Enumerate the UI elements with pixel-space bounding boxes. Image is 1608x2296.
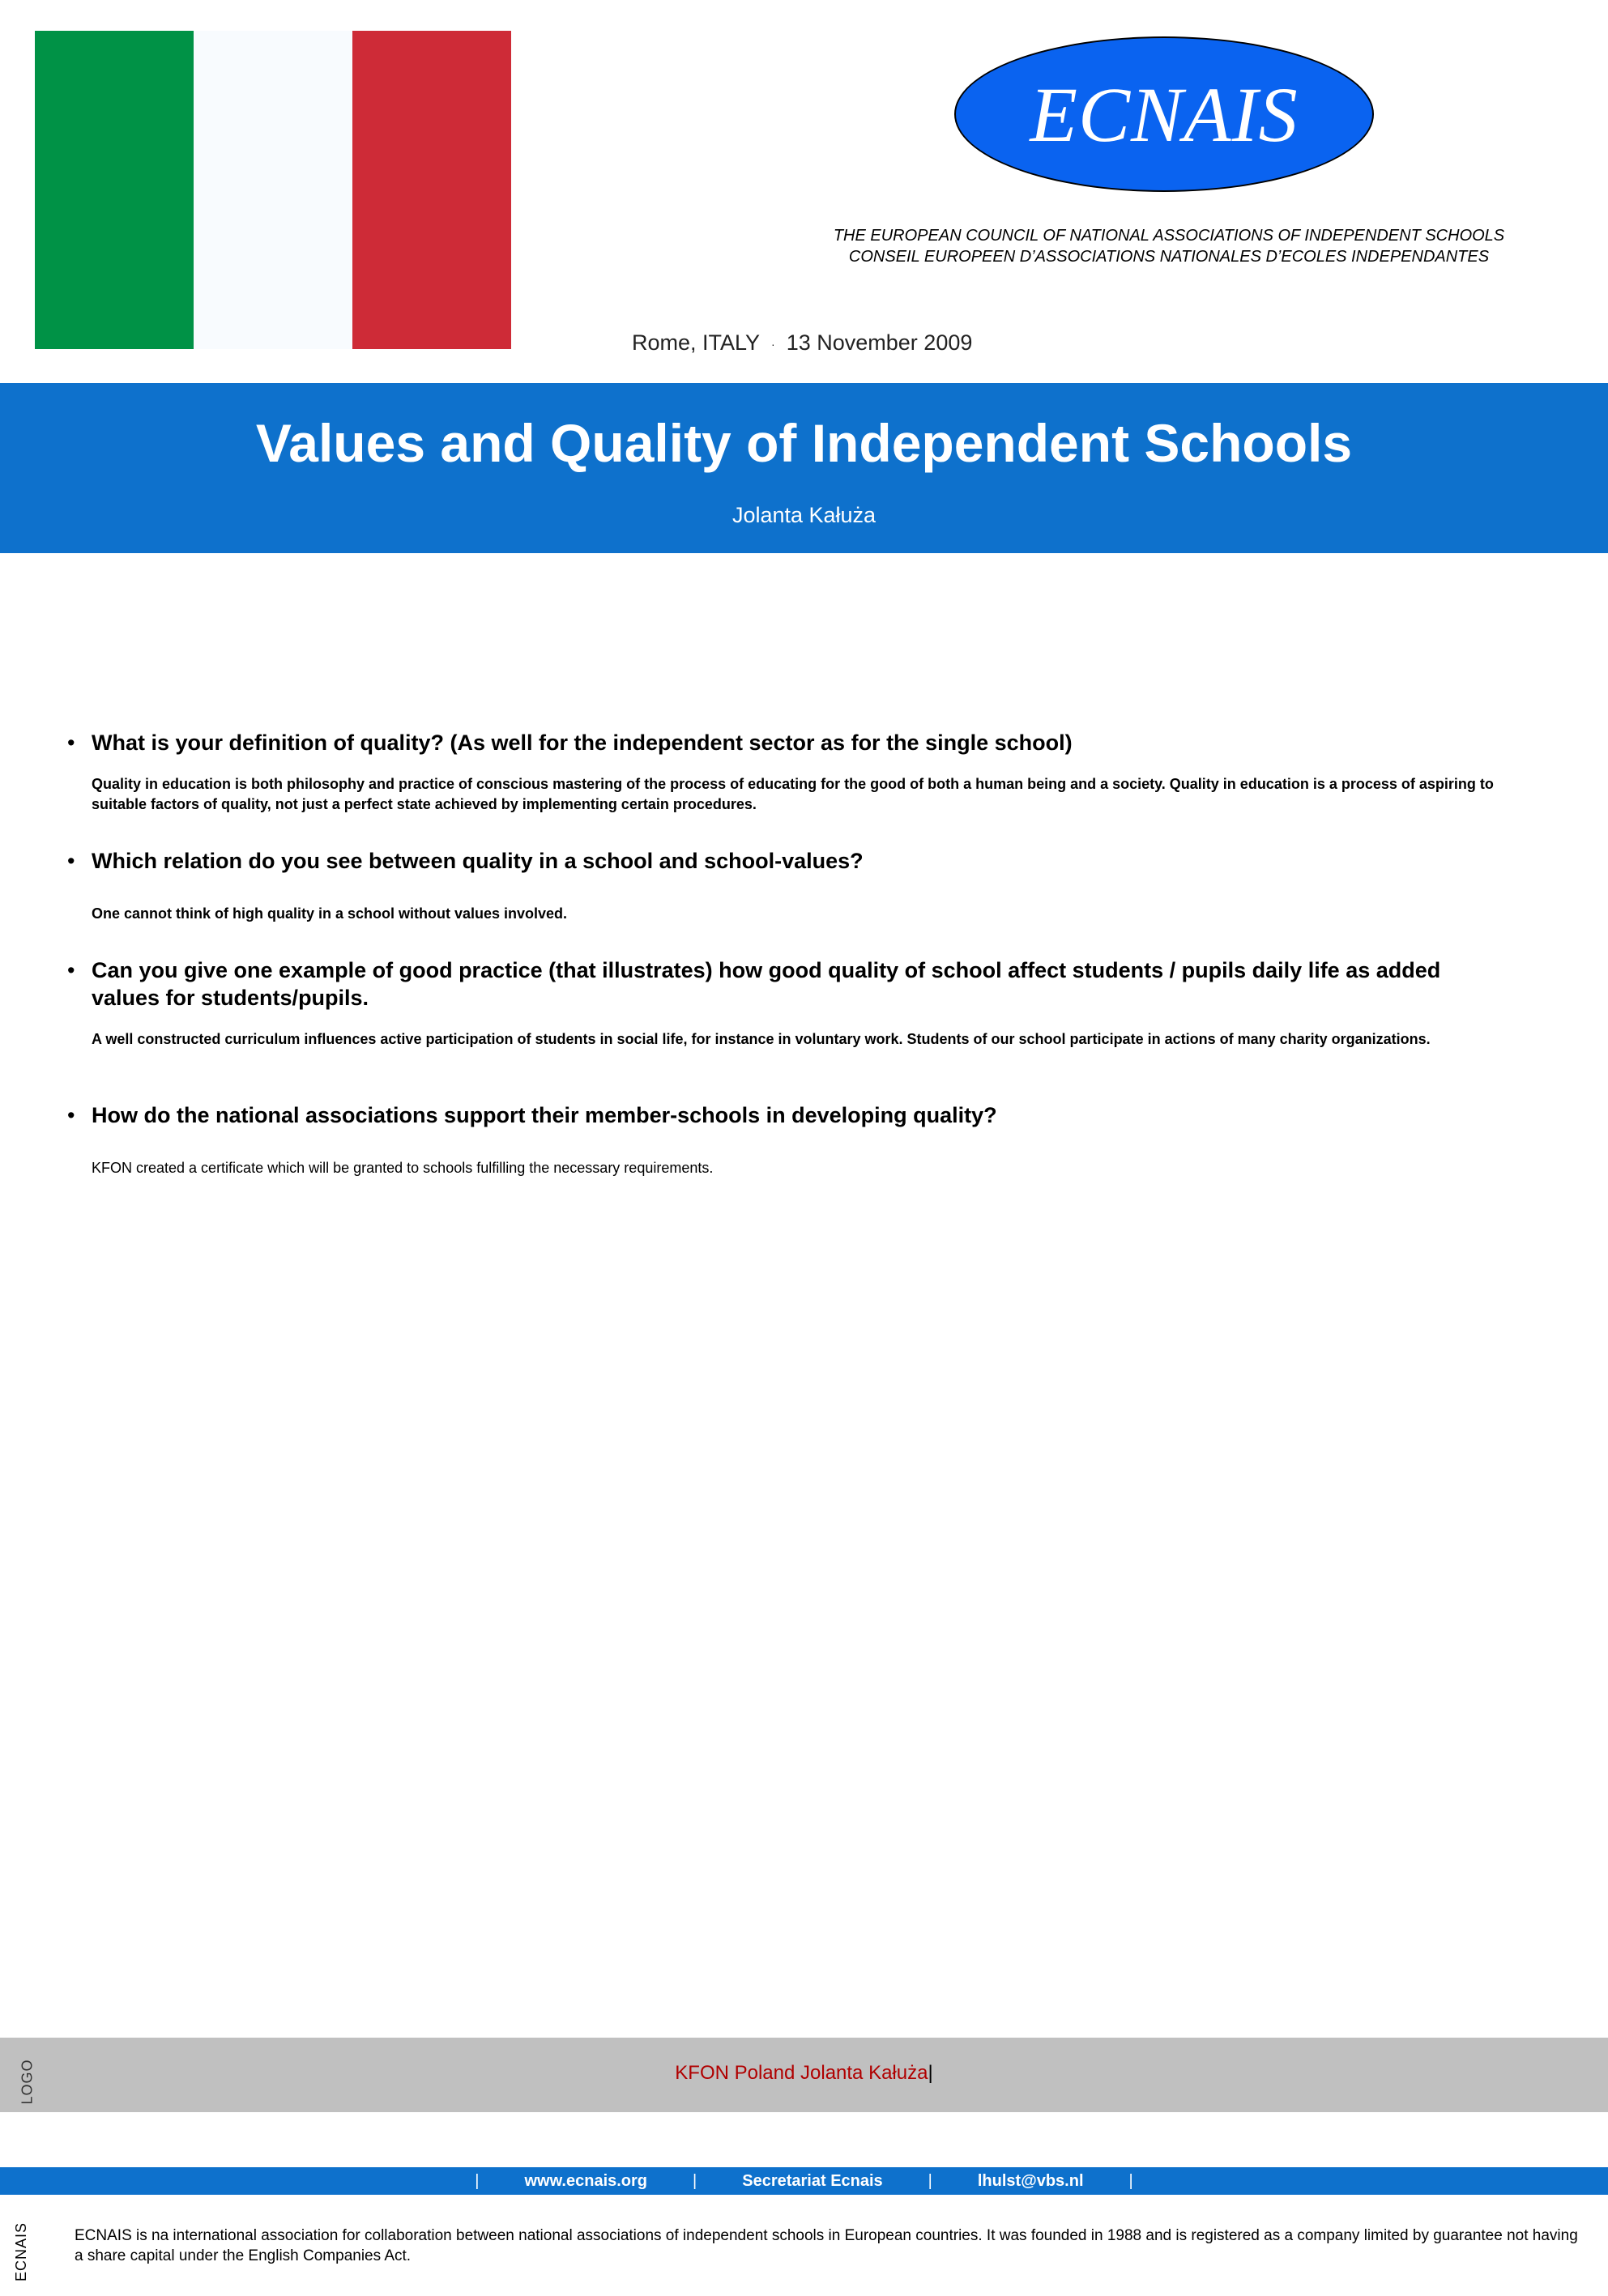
ecnais-side-label	[6, 2219, 36, 2284]
list-item	[67, 847, 1509, 924]
council-name-french: CONSEIL EUROPEEN D’ASSOCIATIONS NATIONALES D’ECOLES INDEPENDANTES	[848, 248, 1490, 266]
bullet: •	[67, 1103, 75, 1127]
email-link[interactable]: lhulst@vbs.nl	[977, 2171, 1084, 2190]
place-date-separator: ·	[771, 337, 775, 351]
date: 13 November 2009	[786, 330, 973, 355]
divider: |	[1128, 2171, 1133, 2190]
list-item	[67, 729, 1509, 815]
ecnais-side-text: ECNAIS	[13, 2221, 30, 2282]
contact-bar	[0, 2167, 1608, 2195]
about-text: ECNAIS is na international association for collaboration between national associations of independent schools in European countries. It was founded in 1988 and is registered as a company limited by guarantee not having a share capital under the English Companies Act.	[75, 2227, 1578, 2264]
ecnais-logo-text: ECNAIS	[1030, 70, 1299, 158]
place: Rome, ITALY	[632, 330, 761, 355]
ecnais-logo	[954, 36, 1374, 192]
flag-white-stripe	[194, 31, 352, 349]
question-text: How do the national associations support their member-schools in developing quality?	[92, 1103, 997, 1127]
author-name: Jolanta Kałuża	[731, 503, 877, 527]
flag-green-stripe	[35, 31, 194, 349]
text-cursor: |	[928, 2062, 933, 2084]
council-name-english: THE EUROPEAN COUNCIL OF NATIONAL ASSOCIATIONS OF INDEPENDENT SCHOOLS	[833, 227, 1505, 245]
list-item	[67, 1101, 1509, 1178]
answer-text: One cannot think of high quality in a school without values involved.	[92, 905, 568, 922]
bullet: •	[67, 958, 75, 982]
bullet: •	[67, 849, 75, 873]
title-banner	[0, 383, 1608, 553]
flag-red-stripe	[352, 31, 511, 349]
divider: |	[928, 2171, 932, 2190]
member-line	[0, 2062, 1608, 2085]
answer-text: Quality in education is both philosophy and practice of conscious mastering of the process of educating for the good of both a human being and a society. Quality in education is a process of aspiring to suitable factors of quality, not just a perfect state achieved by implementing certain procedures.	[92, 776, 1494, 812]
bullet: •	[67, 731, 75, 755]
question	[67, 1101, 1509, 1129]
page-title: Values and Quality of Independent Schools	[255, 413, 1353, 473]
list-item	[67, 956, 1509, 1050]
member-name: KFON Poland Jolanta Kałuża	[675, 2062, 928, 2084]
question-text: What is your definition of quality? (As well for the independent sector as for the single school)	[92, 731, 1073, 755]
website-link[interactable]: www.ecnais.org	[524, 2171, 648, 2190]
secretariat-label: Secretariat Ecnais	[742, 2171, 883, 2190]
member-footer	[0, 2038, 1608, 2112]
logo-placeholder	[5, 2057, 37, 2106]
questionnaire	[67, 729, 1509, 1178]
italian-flag	[35, 31, 511, 349]
divider: |	[475, 2171, 480, 2190]
answer-text: A well constructed curriculum influences active participation of students in social life, for instance in voluntary work. Students of our school participate in actions of many charity organizations.	[92, 1031, 1431, 1047]
question	[67, 729, 1509, 756]
question-text: Can you give one example of good practice (that illustrates) how good quality of school affect students / pupils daily life as added values for students/pupils.	[92, 958, 1441, 1010]
logo-label: LOGO	[19, 2059, 36, 2105]
question	[67, 956, 1509, 1012]
answer-text: KFON created a certificate which will be granted to schools fulfilling the necessary requirements.	[92, 1160, 714, 1176]
question	[67, 847, 1509, 875]
council-name	[778, 225, 1560, 267]
question-text: Which relation do you see between quality in a school and school-values?	[92, 849, 864, 873]
place-and-date	[632, 330, 972, 356]
divider: |	[693, 2171, 697, 2190]
